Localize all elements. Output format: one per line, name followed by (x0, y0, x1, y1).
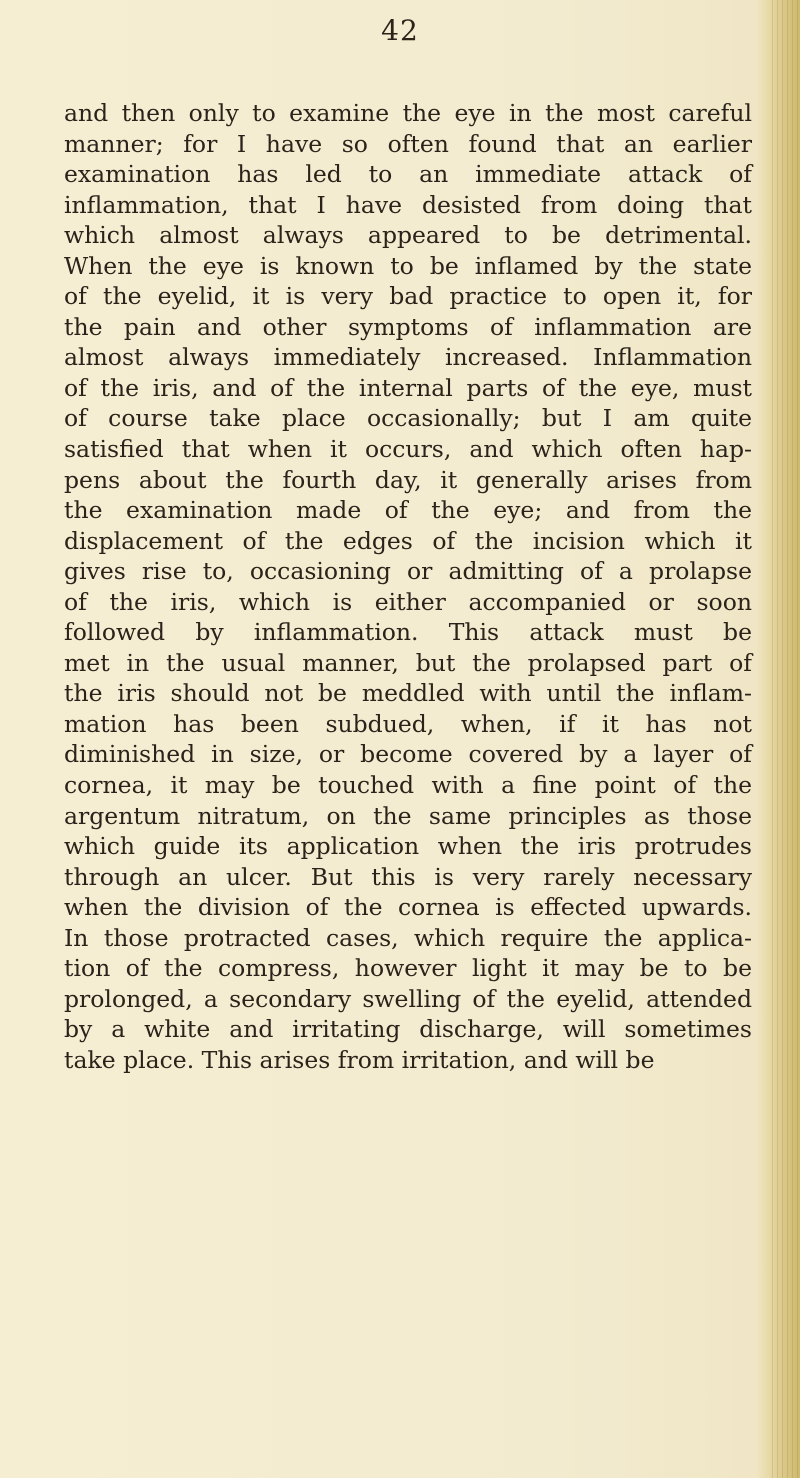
text-line: by a white and irritating discharge, will sometimes (64, 1015, 752, 1044)
text-line: cornea, it may be touched with a fine point of the (64, 771, 752, 800)
text-line: pens about the fourth day, it generally arises from (64, 465, 752, 494)
text-line: when the division of the cornea is effected upwards. (64, 893, 752, 922)
text-line: met in the usual manner, but the prolapsed part of (64, 648, 752, 677)
text-line: manner; for I have so often found that an earlier (64, 129, 752, 158)
text-line: argentum nitratum, on the same principles as those (64, 801, 752, 830)
text-line: tion of the compress, however light it may be to be (64, 954, 752, 983)
text-line: through an ulcer. But this is very rarely necessary (64, 862, 752, 891)
text-line: examination has led to an immediate attack of (64, 160, 752, 189)
text-line: the iris should not be meddled with until the inflam- (64, 679, 752, 708)
text-line: inflammation, that I have desisted from doing that (64, 190, 752, 219)
text-line: When the eye is known to be inflamed by the state (64, 251, 752, 280)
text-line: gives rise to, occasioning or admitting of a prolapse (64, 557, 752, 586)
text-line: and then only to examine the eye in the most careful (64, 99, 752, 127)
text-line: the examination made of the eye; and from the (64, 496, 752, 525)
text-line: In those protracted cases, which require the applica- (64, 923, 752, 952)
page-edge-stack (772, 0, 798, 1478)
text-line: almost always immediately increased. Inflammation (64, 343, 752, 372)
body-text (64, 98, 752, 1076)
text-line: diminished in size, or become covered by a layer of (64, 740, 752, 769)
text-line: prolonged, a secondary swelling of the eyelid, attended (64, 984, 752, 1013)
text-line: of course take place occasionally; but I am quite (64, 404, 752, 433)
text-line: mation has been subdued, when, if it has not (64, 709, 752, 738)
page-number: 42 (381, 14, 419, 47)
text-line: which almost always appeared to be detrimental. (64, 221, 752, 250)
text-line: the pain and other symptoms of inflammation are (64, 312, 752, 341)
text-line: followed by inflammation. This attack must be (64, 618, 752, 647)
text-line: of the iris, and of the internal parts of the eye, must (64, 373, 752, 402)
text-line: displacement of the edges of the incision which it (64, 526, 752, 555)
text-line: of the iris, which is either accompanied or soon (64, 587, 752, 616)
text-line: take place. This arises from irritation, and will be (64, 1045, 655, 1074)
text-line: of the eyelid, it is very bad practice to open it, for (64, 282, 752, 311)
text-line: satisfied that when it occurs, and which often hap- (64, 435, 752, 464)
text-line: which guide its application when the iris protrudes (64, 832, 752, 861)
